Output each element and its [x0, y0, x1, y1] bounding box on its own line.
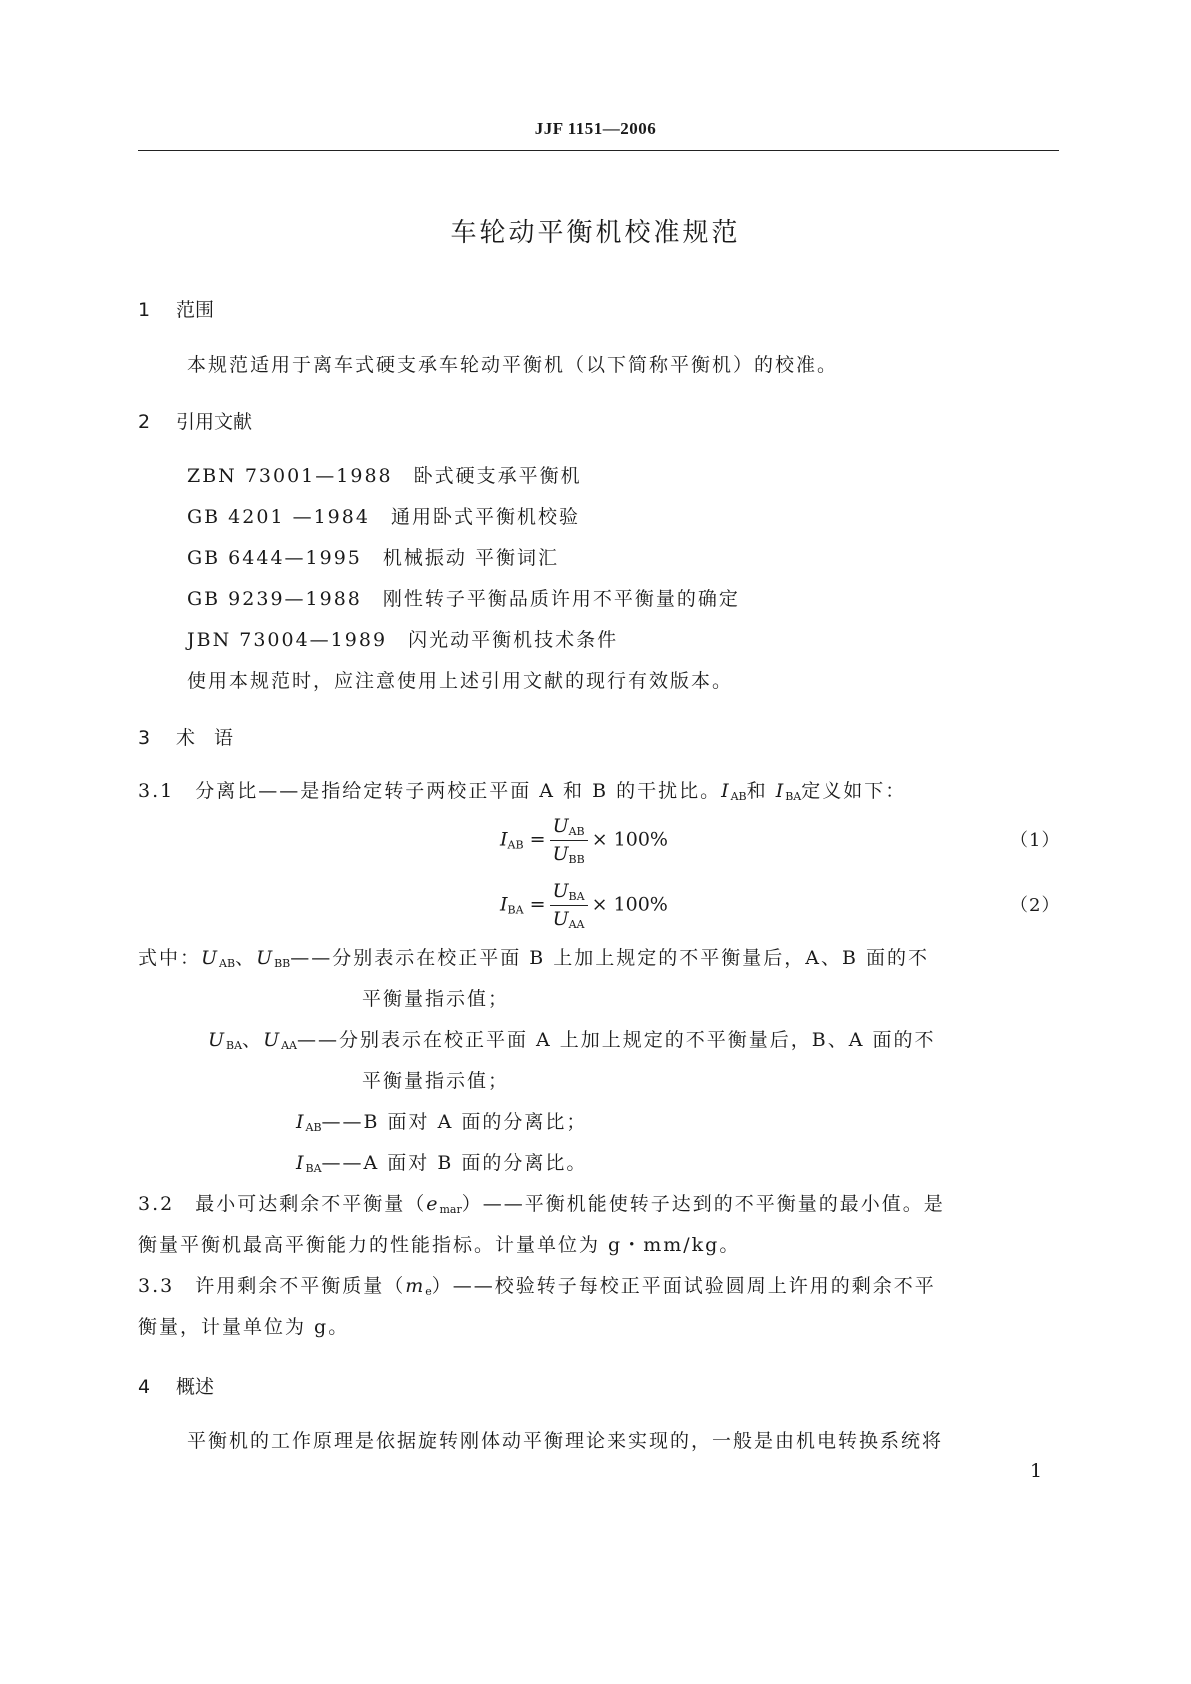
section-title: 术 语 — [176, 727, 234, 749]
reference-code: GB 4201 —1984 — [187, 506, 370, 528]
term-number: 3.2 — [138, 1193, 175, 1215]
term-text: 许用剩余不平衡质量（ — [195, 1275, 406, 1297]
subscript: AB — [305, 1121, 322, 1134]
reference-item — [187, 584, 740, 611]
equation-1: $I_{AB}$ = $\frac{U_{AB}}{U_{BB}}$ × 100% — [500, 815, 668, 866]
subscript: e — [425, 1285, 432, 1298]
subscript: AB — [219, 957, 236, 970]
reference-title: 刚性转子平衡品质许用不平衡量的确定 — [382, 588, 740, 610]
eq-symbol: I — [500, 893, 508, 916]
page-number: 1 — [1030, 1460, 1043, 1482]
reference-code: ZBN 73001—1988 — [187, 465, 393, 487]
where-clause-2-cont: 平衡量指示值； — [362, 1070, 510, 1092]
section-1-heading — [138, 295, 214, 322]
eq-symbol: I — [500, 828, 508, 851]
document-code-header: JJF 1151—2006 — [534, 119, 657, 138]
term-text: 最小可达剩余不平衡量（ — [195, 1193, 427, 1215]
page-title: 车轮动平衡机校准规范 — [450, 218, 741, 248]
where-desc: ——B 面对 A 面的分离比； — [321, 1111, 588, 1133]
section-title: 引用文献 — [176, 411, 253, 433]
section-3-heading — [138, 723, 233, 750]
subscript: BA — [226, 1039, 243, 1052]
equation-2: $I_{BA}$ = $\frac{U_{BA}}{U_{AA}}$ × 100% — [500, 880, 668, 931]
reference-title: 闪光动平衡机技术条件 — [408, 629, 619, 651]
term-number: 3.3 — [138, 1275, 175, 1297]
equation-number: （1） — [1010, 830, 1061, 851]
equation-number: （2） — [1010, 895, 1061, 916]
where-desc: ——分别表示在校正平面 A 上加上规定的不平衡量后，B、A 面的不 — [296, 1029, 936, 1051]
reference-item — [187, 461, 582, 488]
reference-code: GB 6444—1995 — [187, 547, 362, 569]
subscript: AB — [568, 825, 585, 838]
where-clause-3: $I_{AB}——B$ 面对 A 面的分离比； — [296, 1111, 588, 1134]
fraction: $\frac{U_{AB}}{U_{BB}}$ — [550, 815, 588, 866]
subscript: BA — [507, 903, 524, 917]
reference-item — [187, 502, 580, 529]
reference-title: 通用卧式平衡机校验 — [390, 506, 580, 528]
eq-rest: × 100% — [591, 893, 668, 916]
reference-title: 机械振动 平衡词汇 — [382, 547, 559, 569]
term-symbol: m — [405, 1275, 426, 1297]
term-text: 分离比——是指给定转子两校正平面 A 和 B 的干扰比。 — [195, 780, 722, 802]
term-text: 和 — [746, 780, 768, 802]
header-rule — [138, 150, 1059, 151]
section-number: 3 — [138, 727, 151, 749]
term-3-1: 3.1 分离比——是指给定转子两校正平面 A 和 B 的干扰比。$I_{AB}$和 $I_{BA}$定义如下： — [138, 780, 907, 803]
reference-code: JBN 73004—1989 — [187, 629, 388, 651]
section-title: 概述 — [176, 1376, 215, 1398]
subscript: AB — [730, 790, 747, 803]
section-number: 2 — [138, 411, 151, 433]
term-3-3 — [138, 1271, 936, 1298]
where-clause-1: 式中：$U_{AB}$、$U_{BB}——$分别表示在校正平面 B 上加上规定的不平衡量后，A、B 面的不 — [138, 947, 930, 970]
term-text: ）——平衡机能使转子达到的不平衡量的最小值。是 — [461, 1193, 945, 1215]
term-text: ）——校验转子每校正平面试验圆周上许用的剩余不平 — [431, 1275, 936, 1297]
where-clause-2: $U_{BA}$、$U_{AA}——$分别表示在校正平面 A 上加上规定的不平衡量后，B、A 面的不 — [208, 1029, 936, 1052]
term-number: 3.1 — [138, 780, 175, 802]
where-desc: ——分别表示在校正平面 B 上加上规定的不平衡量后，A、B 面的不 — [290, 947, 930, 969]
subscript: AA — [281, 1039, 297, 1052]
subscript: BA — [305, 1162, 322, 1175]
fraction: $\frac{U_{BA}}{U_{AA}}$ — [550, 880, 588, 931]
term-symbol: e — [426, 1193, 440, 1215]
section-number: 1 — [138, 299, 151, 321]
reference-item — [187, 625, 618, 652]
reference-title: 卧式硬支承平衡机 — [413, 465, 582, 487]
eq-rest: × 100% — [591, 828, 668, 851]
term-3-3-cont: 衡量，计量单位为 g。 — [138, 1316, 350, 1338]
subscript: AB — [507, 838, 524, 852]
section-title: 范围 — [176, 299, 215, 321]
term-3-2 — [138, 1189, 945, 1216]
where-clause-1-cont: 平衡量指示值； — [362, 988, 510, 1010]
section-4-body: 平衡机的工作原理是依据旋转刚体动平衡理论来实现的，一般是由机电转换系统将 — [187, 1430, 944, 1452]
section-4-heading — [138, 1372, 214, 1399]
section-2-heading — [138, 407, 252, 434]
reference-code: GB 9239—1988 — [187, 588, 362, 610]
where-desc: ——A 面对 B 面的分离比。 — [321, 1152, 588, 1174]
subscript: BA — [568, 890, 585, 903]
reference-item — [187, 543, 559, 570]
reference-note: 使用本规范时，应注意使用上述引用文献的现行有效版本。 — [187, 670, 734, 692]
subscript: mar — [439, 1203, 462, 1216]
term-text: 定义如下： — [801, 780, 907, 802]
subscript: AA — [568, 918, 585, 931]
where-lead: 式中： — [138, 947, 202, 969]
subscript: BB — [274, 957, 291, 970]
subscript: BA — [785, 790, 802, 803]
where-clause-4: $I_{BA}——A$ 面对 B 面的分离比。 — [296, 1152, 588, 1175]
subscript: BB — [568, 853, 585, 866]
section-1-body: 本规范适用于离车式硬支承车轮动平衡机（以下简称平衡机）的校准。 — [187, 354, 839, 376]
term-3-2-cont: 衡量平衡机最高平衡能力的性能指标。计量单位为 g・mm/kg。 — [138, 1234, 741, 1256]
section-number: 4 — [138, 1376, 151, 1398]
